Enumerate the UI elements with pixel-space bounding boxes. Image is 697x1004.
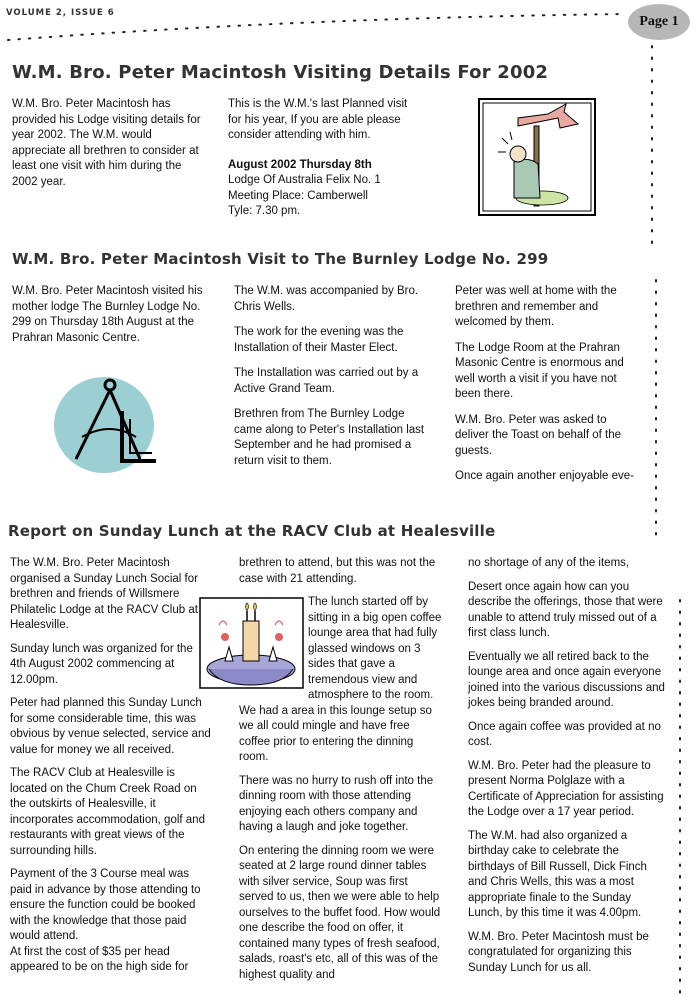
section3-paragraph: Payment of the 3 Course meal was paid in advance by those attending to ensure the function could be booked with the knowledge that those paid would attend. (10, 868, 201, 942)
section1-column-1 (12, 97, 207, 198)
page-number: Page 1 (639, 14, 679, 29)
section-title-visiting-details: W.M. Bro. Peter Macintosh Visiting Details For 2002 (12, 62, 549, 83)
section3-paragraph: Sunday lunch was organized for the 4th August 2002 commencing at 12.00pm. (10, 642, 193, 686)
section3-paragraph: The W.M. Bro. Peter Macintosh organised a Sunday Lunch Social for brethren and friends of Willsmere Philatelic Lodge at the RACV Club at Healesville. (10, 557, 198, 631)
section2-paragraph: W.M. Bro. Peter was asked to deliver the Toast on behalf of the guests. (455, 413, 622, 457)
section1-column-2 (228, 97, 408, 220)
visit-time: Tyle: 7.30 pm. (228, 205, 301, 217)
section2-paragraph: The work for the evening was the Installation of their Master Elect. (234, 326, 404, 354)
section2-column-3 (455, 284, 640, 493)
section3-paragraph: W.M. Bro. Peter Macintosh must be congratulated for organizing this Sunday Lunch for us all. (468, 930, 649, 974)
section1-paragraph: W.M. Bro. Peter Macintosh has provided his Lodge visiting details for year 2002. The W.M. would appreciate all brethren to consider at least one visit with him during the 2002 year. (12, 98, 201, 188)
section3-paragraph: The W.M. had also organized a birthday cake to celebrate the birthdays of Bill Russell, Dick Finch and Chris Wells, this was a most appropriate finale to the Sunday Lunch, by this time it was 4.00pm. (468, 829, 647, 919)
section3-paragraph: brethren to attend, but this was not the case with 21 attending. (239, 557, 436, 585)
section2-paragraph: Once again another enjoyable eve- (455, 470, 635, 482)
dining-table-clipart-icon (199, 597, 304, 689)
section3-paragraph: Once again coffee was provided at no cost. (468, 720, 661, 748)
compass-square-emblem-icon (52, 363, 160, 475)
section-title-sunday-lunch: Report on Sunday Lunch at the RACV Club at Healesville (8, 522, 496, 540)
section3-column-2 (239, 556, 442, 991)
volume-issue-label: VOLUME 2, ISSUE 6 (6, 8, 115, 18)
section2-paragraph: Brethren from The Burnley Lodge came along to Peter's Installation last September and he had promised a return visit to them. (234, 408, 425, 467)
section3-paragraph: There was no hurry to rush off into the dinning room with those attending enjoying each others company and having a laugh and joke together. (239, 774, 434, 833)
section-title-burnley-visit: W.M. Bro. Peter Macintosh Visit to The Burnley Lodge No. 299 (12, 250, 549, 268)
section3-paragraph: The lunch started off by sitting in a big open coffee lounge area that had fully glassed windows on 3 sides that gave a tremendous view and atmosphere to the room. We had a area in this lounge setup so we all could mingle and have free coffee prior to entering the dinning room. (239, 596, 442, 763)
section3-column-3 (468, 556, 668, 984)
section2-column-2 (234, 284, 429, 477)
section3-paragraph: no shortage of any of the items, (468, 557, 630, 569)
section1-intro: This is the W.M.'s last Planned visit for his year, If you are able please consider attending with him. (228, 98, 408, 141)
section3-paragraph: W.M. Bro. Peter had the pleasure to present Norma Polglaze with a Certificate of Appreciation for assisting the Lodge over a 17 year period. (468, 759, 664, 818)
section3-paragraph: At first the cost of $35 per head appeared to be on the high side for (10, 945, 189, 973)
section2-paragraph: The W.M. was accompanied by Bro. Chris Wells. (234, 285, 419, 313)
section3-paragraph: The RACV Club at Healesville is located on the Chum Creek Road on the outskirts of Healesville, it incorporates accommodation, golf and restaurants with great views of the surrounding hills. (10, 767, 205, 857)
visit-date: August 2002 Thursday 8th (228, 158, 372, 171)
section3-paragraph: Peter had planned this Sunday Lunch for some considerable time, this was obvious by venue selected, service and value for money we all received. (10, 697, 211, 756)
signpost-clipart-icon (478, 98, 596, 216)
section2-paragraph: The Lodge Room at the Prahran Masonic Centre is enormous and well worth a visit if you have not been there. (455, 341, 624, 400)
section3-wrapped-paragraph (239, 595, 442, 766)
page-number-badge (628, 4, 690, 40)
section2-paragraph: Peter was well at home with the brethren and remember and welcomed by them. (455, 285, 617, 328)
section3-paragraph: Eventually we all retired back to the lounge area and once again everyone joined into the various discussions and jokes being branded around. (468, 650, 665, 709)
visit-place: Meeting Place: Camberwell (228, 189, 368, 202)
section2-column-1 (12, 284, 207, 354)
section3-column-1 (10, 556, 212, 976)
section2-paragraph: W.M. Bro. Peter Macintosh visited his mother lodge The Burnley Lodge No. 299 on Thursday 18th August at the Prahran Masonic Centre. (12, 285, 203, 344)
section2-paragraph: The Installation was carried out by a Active Grand Team. (234, 367, 419, 395)
section3-paragraph: On entering the dinning room we were seated at 2 large round dinner tables with silver service, Soup was first served to us, then we were able to help ourselves to the buffet food. How would one describe the food on offer, it contained many types of fresh seafood, salads, roast's etc, all of this was of the highest quality and (239, 844, 441, 981)
visit-lodge: Lodge Of Australia Felix No. 1 (228, 174, 381, 186)
section3-paragraph: Desert once again how can you describe the offerings, those that were unable to attend truly missed out of a first class lunch. (468, 580, 663, 639)
